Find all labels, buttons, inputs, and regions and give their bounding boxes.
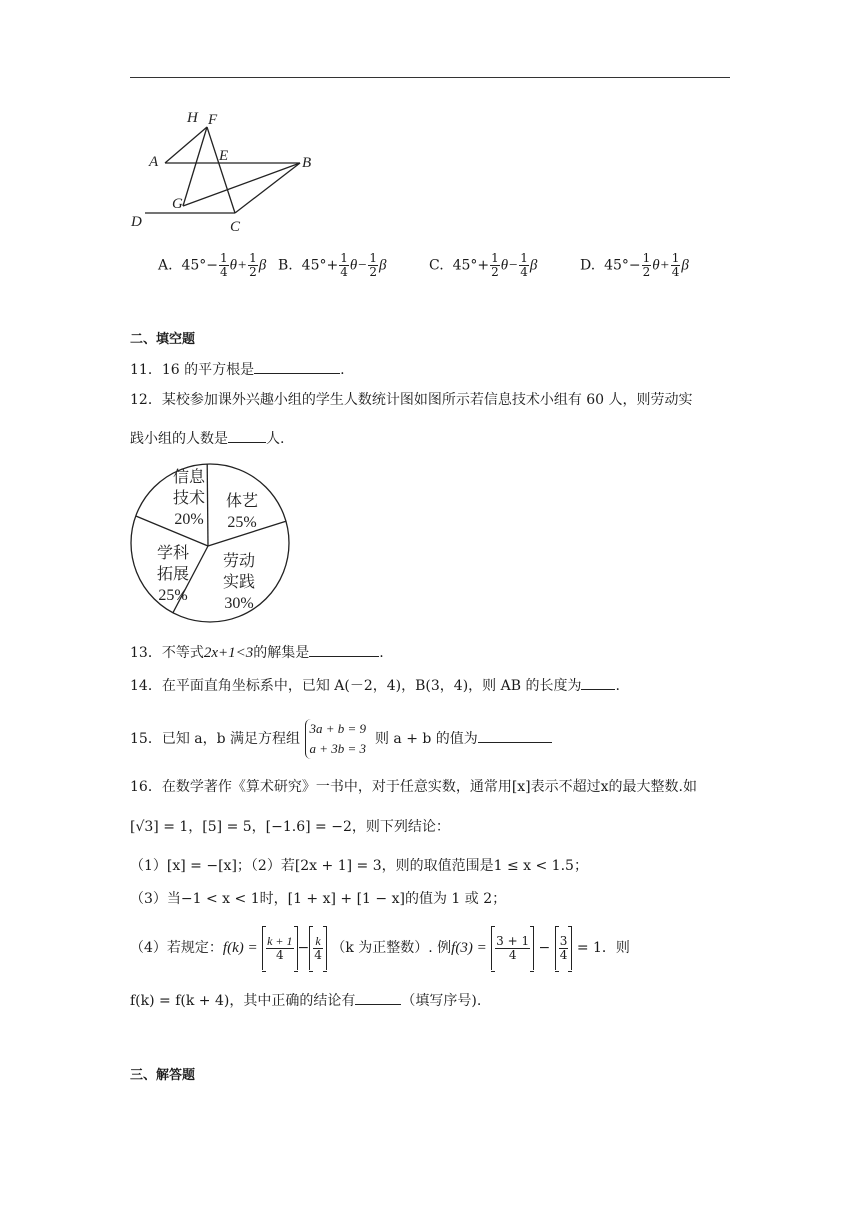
- pie-chart: [128, 462, 294, 624]
- question-12-line2: 践小组的人数是 人.: [130, 428, 284, 449]
- label-B: B: [302, 155, 312, 171]
- pie-slice-label: 拓展: [156, 566, 190, 583]
- question-16-item4: （4）若规定：f(k) = $\frac{k + 1}{4}$ − $\frac{k}{4}$ （k 为正整数）. 例f(3) = $\frac{3 + 1}{4}$ − $\frac{3}{4}$ = 1．则: [130, 926, 630, 970]
- label-D: D: [131, 214, 142, 230]
- label-C: C: [230, 219, 241, 235]
- pie-slice-percent-label: 30%: [224, 595, 254, 612]
- equation-system: 3a + b = 9 a + 3b = 3: [305, 719, 367, 759]
- pie-slice-label: 实践: [222, 574, 256, 591]
- question-11: 11．16 的平方根是 .: [130, 359, 345, 380]
- pie-slice-label: 信息: [172, 469, 206, 486]
- question-16-line2: [√3] = 1，[5] = 5，[−1.6] = −2，则下列结论：: [130, 819, 450, 835]
- option-c: C. 45°+ $\frac{1}{2}$ θ− $\frac{1}{4}$ β: [429, 251, 538, 279]
- question-14: 14．在平面直角坐标系中，已知 A(－2，4)，B(3，4)，则 AB 的长度为 .: [130, 675, 620, 696]
- label-E: E: [219, 148, 229, 164]
- pie-slice-percent-label: 20%: [174, 511, 204, 528]
- label-H: H: [187, 110, 198, 126]
- question-15: 15．已知 a，b 满足方程组 3a + b = 9 a + 3b = 3 则 a + b 的值为: [130, 716, 552, 762]
- section-3-title: 三、解答题: [130, 1068, 196, 1083]
- pie-outline: [131, 464, 289, 622]
- top-rule: [130, 77, 730, 78]
- pie-slice-boundary: [207, 464, 208, 546]
- pie-slice-label: 技术: [172, 490, 206, 507]
- option-d: D. 45°− $\frac{1}{2}$ θ+ $\frac{1}{4}$ β: [580, 251, 689, 279]
- label-F: F: [208, 112, 218, 128]
- pie-slice-label: 学科: [156, 545, 190, 562]
- label-G: G: [172, 196, 183, 212]
- pie-slice-percent-label: 25%: [227, 514, 257, 531]
- question-16-item3: （3）当−1 < x < 1时，[1 + x] + [1 − x]的值为 1 或 2；: [130, 891, 507, 907]
- option-b: B. 45°+ $\frac{1}{4}$ θ− $\frac{1}{2}$ β: [278, 251, 387, 279]
- geometry-figure: [125, 100, 325, 240]
- option-a: A. 45°− $\frac{1}{4}$ θ+ $\frac{1}{2}$ β: [158, 251, 267, 279]
- question-13: 13．不等式2x+1<3的解集是 .: [130, 642, 384, 663]
- question-16-last-line: f(k) = f(k + 4)，其中正确的结论有 （填写序号).: [130, 990, 481, 1011]
- question-12-line1: 12．某校参加课外兴趣小组的学生人数统计图如图所示若信息技术小组有 60 人，则劳动实: [130, 392, 693, 408]
- label-A: A: [149, 154, 159, 170]
- pie-slice-label: 劳动: [222, 553, 256, 570]
- question-16-line1: 16．在数学著作《算术研究》一书中，对于任意实数，通常用[x]表示不超过x的最大整数.如: [130, 779, 697, 795]
- question-16-item1: （1）[x] = −[x]；（2）若[2x + 1] = 3，则的取值范围是1 ≤ x < 1.5；: [130, 858, 588, 874]
- pie-slice-percent-label: 25%: [158, 587, 188, 604]
- pie-slice-label: 体艺: [225, 493, 259, 510]
- section-2-title: 二、填空题: [130, 332, 196, 347]
